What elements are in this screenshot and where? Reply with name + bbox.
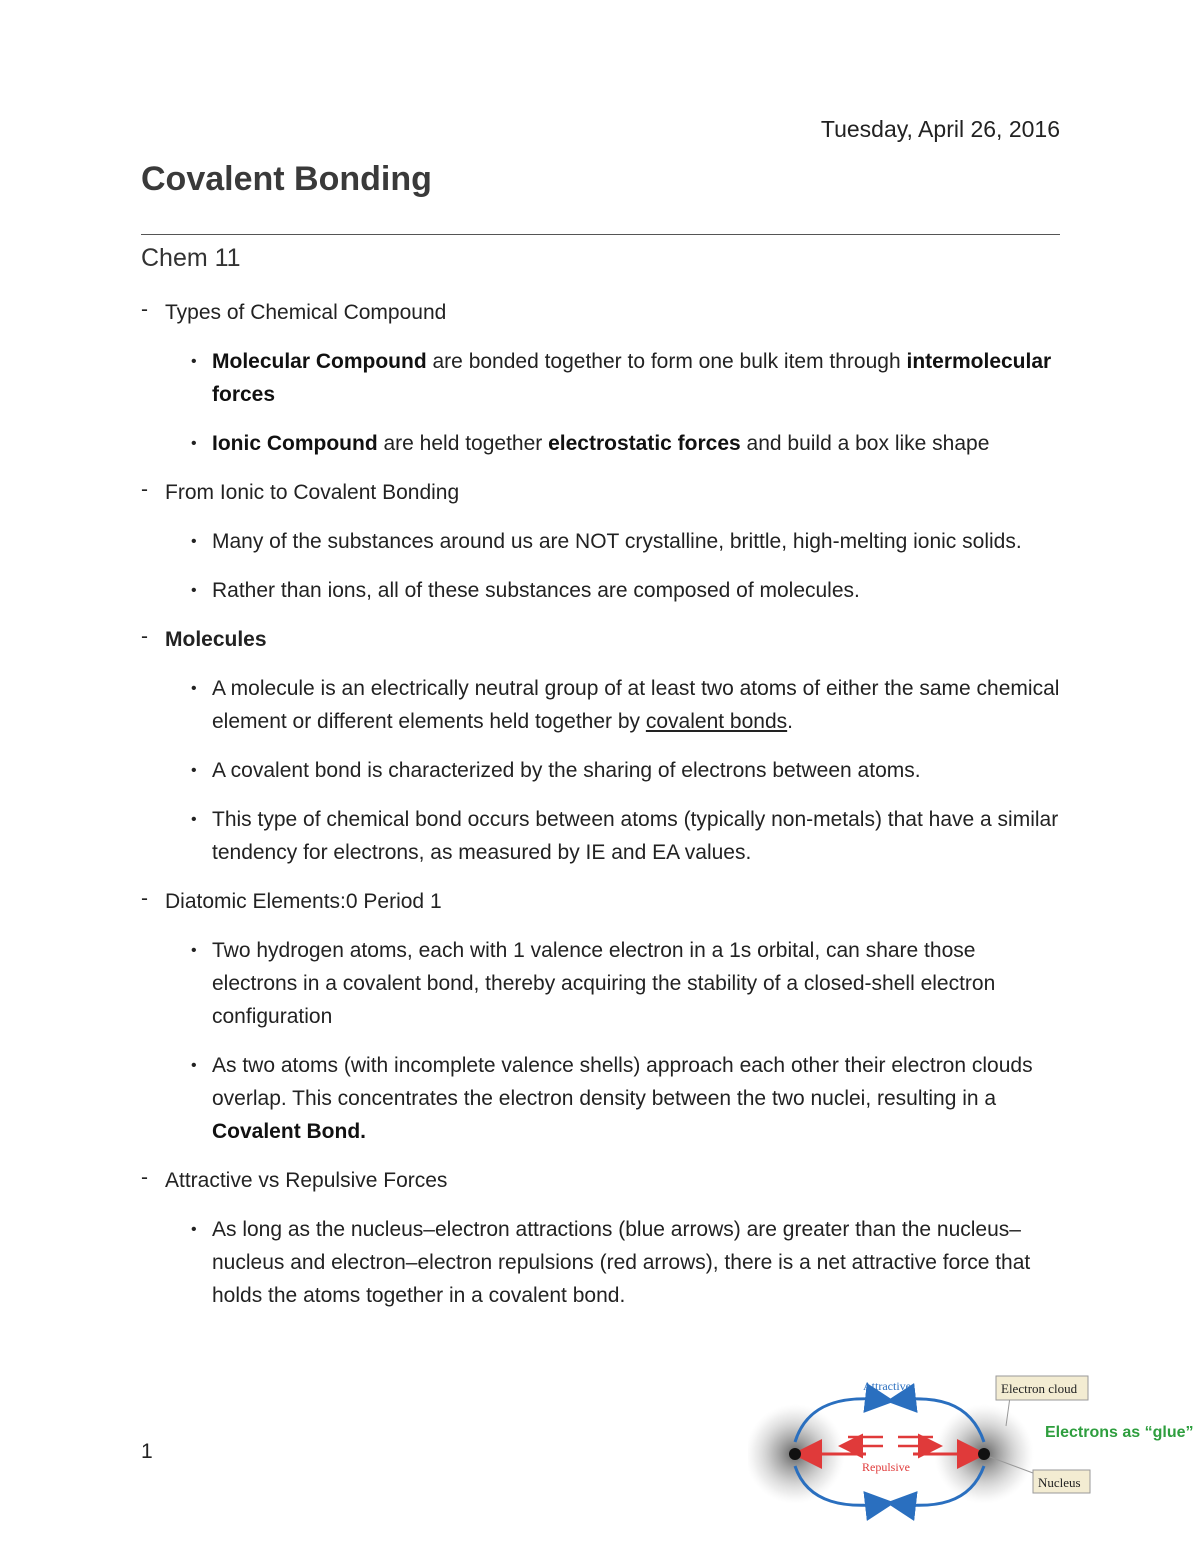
bold-term: Covalent Bond. — [212, 1120, 367, 1143]
bullet-text: This type of chemical bond occurs between atoms (typically non-metals) that have a similar tendency for electrons, as measured by IE and EA values. — [212, 808, 1059, 864]
bold-term: Ionic Compound — [212, 432, 378, 455]
section-0 — [141, 296, 1060, 460]
page-title: Covalent Bonding — [141, 160, 432, 198]
bullet-text: are held together — [377, 432, 549, 455]
dash-marker: - — [141, 887, 148, 910]
bullet-list — [165, 345, 1060, 460]
bullet-item — [165, 754, 1060, 787]
bold-term: electrostatic forces — [548, 432, 741, 455]
bullet-item — [165, 1213, 1060, 1312]
section-2 — [141, 623, 1060, 869]
bullet-text: As long as the nucleus–electron attractions (blue arrows) are greater than the nucleus–nucleus and electron–electron repulsions (red arrows), there is a net attractive force that holds the atoms together in a covalent bond. — [212, 1218, 1031, 1307]
bullet-text: Two hydrogen atoms, each with 1 valence electron in a 1s orbital, can share those electrons in a covalent bond, thereby acquiring the stability of a closed-shell electron configuration — [212, 939, 996, 1028]
electrons-as-glue-label: Electrons as “glue” — [1045, 1424, 1194, 1441]
bullet-dot: • — [191, 811, 197, 828]
bullet-dot: • — [191, 353, 197, 370]
bullet-dot: • — [191, 762, 197, 779]
bullet-text: . — [787, 710, 793, 733]
bullet-list — [165, 672, 1060, 869]
dash-marker: - — [141, 625, 148, 648]
section-heading: Diatomic Elements:0 Period 1 — [165, 890, 442, 913]
dash-marker: - — [141, 1166, 148, 1189]
bullet-dot: • — [191, 582, 197, 599]
bullet-item — [165, 525, 1060, 558]
section-4 — [141, 1164, 1060, 1312]
bullet-text: are bonded together to form one bulk item through — [426, 350, 907, 373]
bullet-item — [165, 345, 1060, 411]
bullet-text: A covalent bond is characterized by the sharing of electrons between atoms. — [212, 759, 921, 782]
bullet-dot: • — [191, 942, 197, 959]
underlined-term: covalent bonds — [645, 710, 788, 733]
section-heading: From Ionic to Covalent Bonding — [165, 481, 460, 504]
repulsive-label: Repulsive — [862, 1460, 910, 1474]
section-heading: Molecules — [165, 628, 267, 651]
bullet-text: As two atoms (with incomplete valence shells) approach each other their electron clouds overlap. This concentrates the electron density between the two nuclei, resulting in a — [212, 1054, 1033, 1110]
bullet-list — [165, 1213, 1060, 1312]
bullet-item — [165, 934, 1060, 1033]
bullet-text: and build a box like shape — [740, 432, 990, 455]
notes-outline — [141, 296, 1060, 1328]
section-heading: Attractive vs Repulsive Forces — [165, 1169, 448, 1192]
bullet-dot: • — [191, 533, 197, 550]
bullet-dot: • — [191, 1057, 197, 1074]
page-number: 1 — [141, 1440, 153, 1463]
course-subtitle: Chem 11 — [141, 244, 241, 272]
bullet-dot: • — [191, 1221, 197, 1238]
covalent-bond-diagram — [748, 1370, 1200, 1553]
section-3 — [141, 885, 1060, 1148]
bullet-list — [165, 525, 1060, 607]
nucleus-label: Nucleus — [1038, 1475, 1081, 1490]
dash-marker: - — [141, 298, 148, 321]
attractive-label: Attractive — [863, 1379, 911, 1393]
nucleus-left — [789, 1448, 801, 1460]
bold-term: intermolecular forces — [212, 350, 1052, 406]
title-divider — [141, 234, 1060, 235]
bullet-item — [165, 427, 1060, 460]
date: Tuesday, April 26, 2016 — [820, 116, 1060, 142]
bullet-dot: • — [191, 680, 197, 697]
bullet-item — [165, 803, 1060, 869]
section-heading: Types of Chemical Compound — [165, 301, 447, 324]
nucleus-right — [978, 1448, 990, 1460]
bullet-text: A molecule is an electrically neutral group of at least two atoms of either the same chemical element or different elements held together by — [212, 677, 1060, 733]
bold-term: Molecular Compound — [212, 350, 427, 373]
bullet-text: Rather than ions, all of these substances are composed of molecules. — [212, 579, 860, 602]
bullet-item — [165, 672, 1060, 738]
bullet-item — [165, 1049, 1060, 1148]
bullet-dot: • — [191, 435, 197, 452]
bullet-text: Many of the substances around us are NOT crystalline, brittle, high-melting ionic solids. — [212, 530, 1022, 553]
bond-diagram-svg — [748, 1370, 1200, 1553]
bullet-item — [165, 574, 1060, 607]
section-1 — [141, 476, 1060, 607]
dash-marker: - — [141, 478, 148, 501]
bullet-list — [165, 934, 1060, 1148]
electron-cloud-label: Electron cloud — [1001, 1381, 1078, 1396]
